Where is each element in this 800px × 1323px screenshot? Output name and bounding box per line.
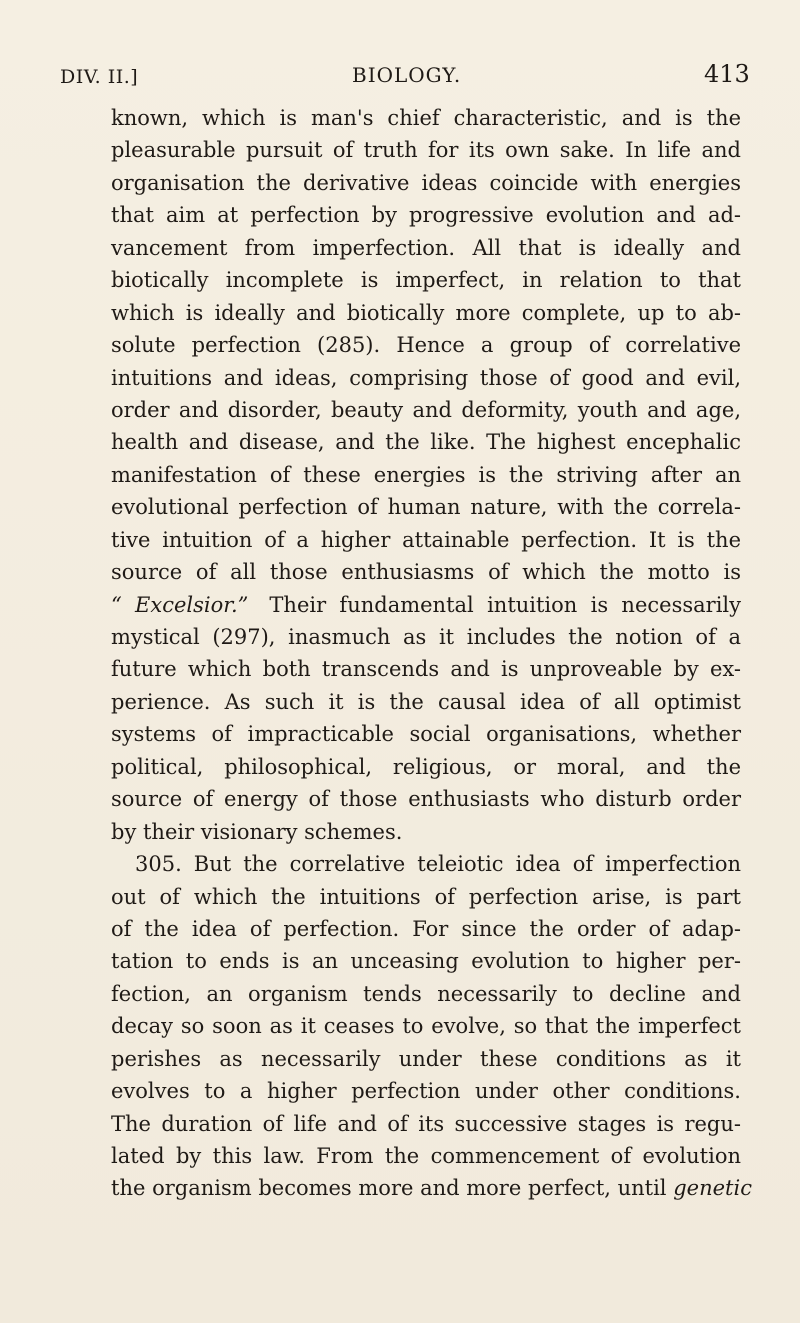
text-line: tation to ends is an unceasing evolution to higher per- (111, 949, 741, 974)
text-line: biotically incomplete is imperfect, in relation to that (111, 268, 741, 293)
text-line: lated by this law. From the commencement of evolution (111, 1144, 741, 1168)
text-line: order and disorder, beauty and deformity, youth and age, (111, 397, 741, 422)
text-line: organisation the derivative ideas coincide with energies (111, 170, 741, 195)
text-line: mystical (297), inasmuch as it includes the notion of a (111, 625, 741, 649)
page-number: 413 (704, 60, 750, 88)
text-line: by their visionary schemes. (111, 819, 403, 844)
text-line: health and disease, and the like. The highest encephalic (111, 430, 741, 455)
text-line: political, philosophical, religious, or moral, and the (111, 754, 741, 779)
text-line-excelsior (111, 589, 741, 621)
running-title: BIOLOGY. (352, 63, 462, 87)
text-line-rest: Their fundamental intuition is necessarily (269, 592, 741, 617)
text-line: known, which is man's chief characteristic, and is the (111, 106, 741, 130)
text-line: of the idea of perfection. For since the order of adap- (111, 916, 741, 941)
text-line: vancement from imperfection. All that is ideally and (111, 235, 741, 260)
text-line: decay so soon as it ceases to evolve, so that the imperfect (111, 1014, 741, 1039)
text-line: future which both transcends and is unproveable by ex- (111, 657, 741, 682)
text-line: source of energy of those enthusiasts who disturb order (111, 787, 741, 812)
section-305-start: 305. But the correlative teleiotic idea of imperfection (135, 852, 741, 877)
text-line: evolves to a higher perfection under other conditions. (111, 1079, 741, 1104)
text-line: evolutional perfection of human nature, with the correla- (111, 495, 741, 520)
text-line: that aim at perfection by progressive evolution and ad- (111, 203, 741, 228)
text-line: perishes as necessarily under these conditions as it (111, 1046, 741, 1071)
text-line: systems of impracticable social organisations, whether (111, 722, 741, 747)
text-line-genetic (111, 1172, 752, 1204)
text-line: perience. As such it is the causal idea of all optimist (111, 689, 741, 714)
division-label: DIV. II.] (60, 66, 139, 88)
text-line-start: the organism becomes more and more perfect, until (111, 1176, 667, 1201)
text-line: solute perfection (285). Hence a group of correlative (111, 333, 741, 358)
italic-genetic: genetic (673, 1176, 752, 1201)
text-line: source of all those enthusiasms of which the motto is (111, 560, 741, 585)
text-line: The duration of life and of its successive stages is regu- (111, 1111, 741, 1136)
running-header (0, 48, 800, 100)
text-line: which is ideally and biotically more complete, up to ab- (111, 300, 741, 325)
body-text (111, 102, 752, 1205)
text-line: out of which the intuitions of perfection arise, is part (111, 884, 741, 909)
text-line: pleasurable pursuit of truth for its own sake. In life and (111, 138, 741, 163)
text-line: manifestation of these energies is the striving after an (111, 462, 741, 487)
text-line: fection, an organism tends necessarily to decline and (111, 981, 741, 1006)
text-line: tive intuition of a higher attainable perfection. It is the (111, 527, 741, 552)
italic-excelsior: “ Excelsior.” (111, 592, 249, 617)
text-line: intuitions and ideas, comprising those of good and evil, (111, 365, 741, 390)
